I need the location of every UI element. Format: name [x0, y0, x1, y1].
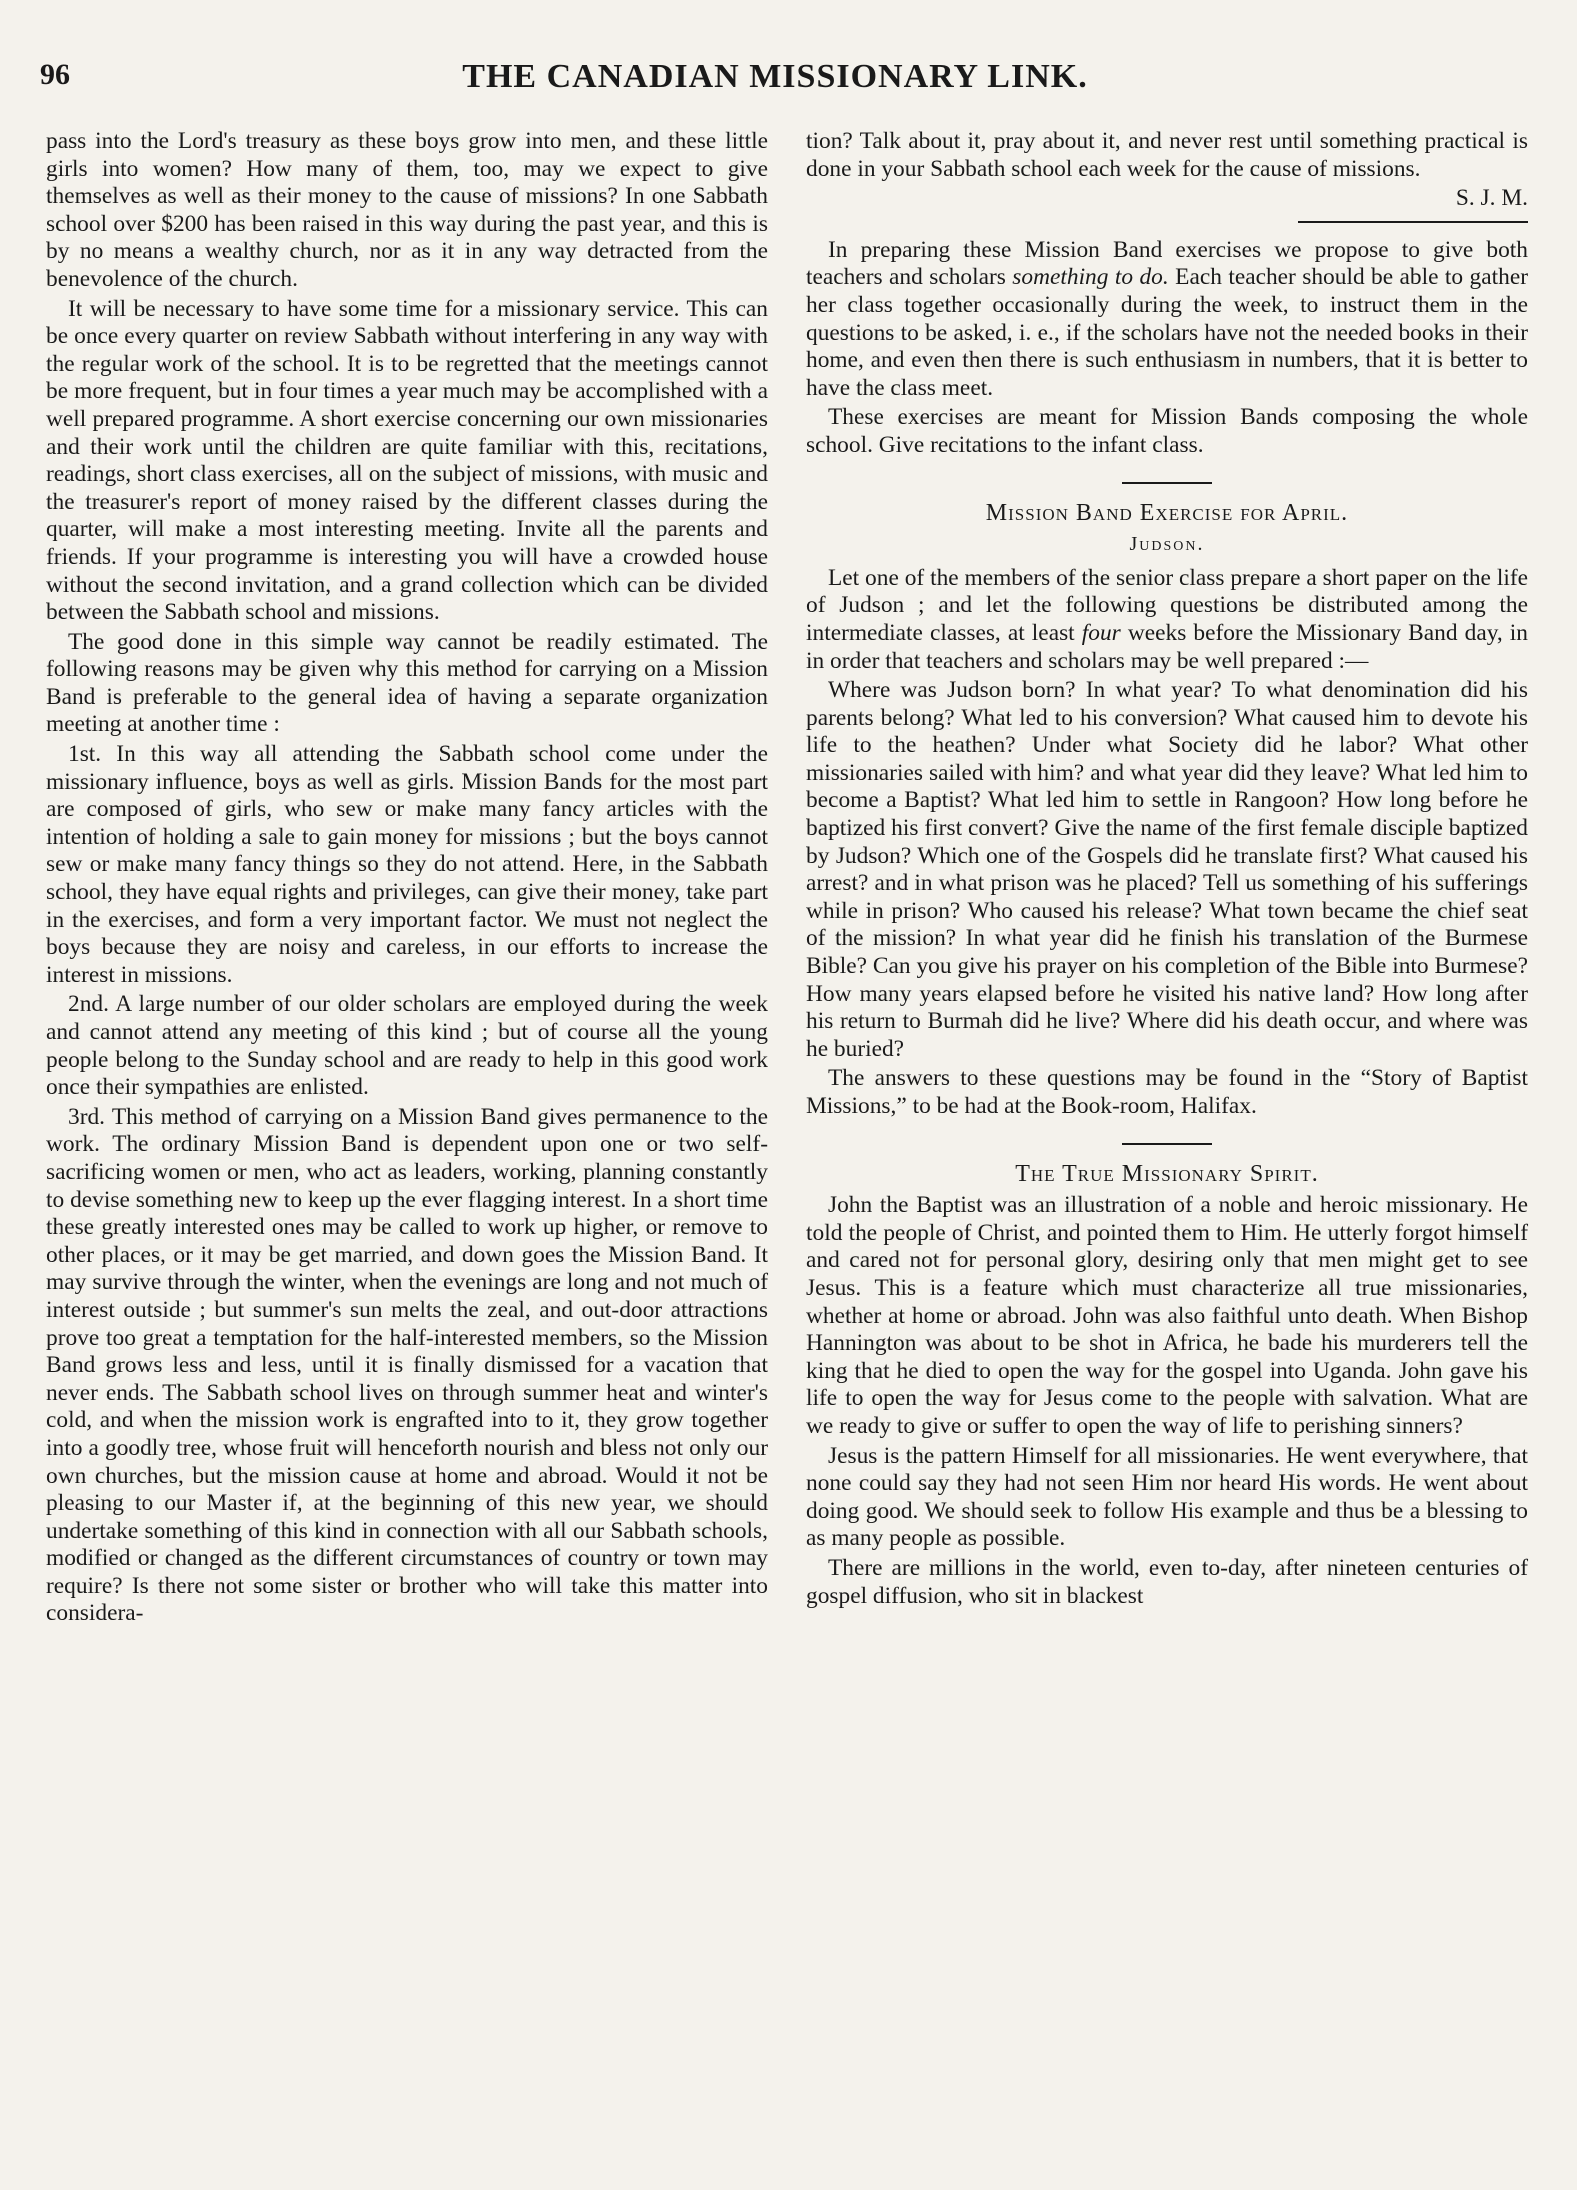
emphasis: four: [1081, 619, 1121, 646]
divider: [1298, 221, 1528, 223]
paragraph: 3rd. This method of carrying on a Mission Band gives permanence to the work. The ordinary Mission Band is dependent upon one or two self-sacrificing women or men, who act as leaders, working, planning constantly to devise something new to keep up the ever flagging interest. In a short time these greatly interested ones may be called to work up higher, or remove to other places, or it may be get married, and down goes the Mission Band. It may survive through the winter, when the evenings are long and not much of interest outside ; but summer's sun melts the zeal, and out-door attractions prove too great a temptation for the half-interested members, so the Mission Band grows less and less, until it is finally dismissed for a vacation that never ends. The Sabbath school lives on through summer heat and winter's cold, and when the mission work is engrafted into to it, they grow together into a goodly tree, whose fruit will henceforth nourish and bless not only our own churches, but the mission cause at home and abroad. Would it not be pleasing to our Master if, at the beginning of this new year, we should undertake something of this kind in connection with all our Sabbath schools, modified or changed as the different circumstances of country or town may require? Is there not some sister or brother who will take this matter into considera-: [46, 1103, 768, 1627]
journal-title: THE CANADIAN MISSIONARY LINK.: [462, 58, 1088, 95]
paragraph: It will be necessary to have some time for a missionary service. This can be once every quarter on review Sabbath without interfering in any way with the regular work of the school. It is to be regretted that the meetings cannot be more frequent, but in four times a year much may be accomplished with a well prepared programme. A short exercise concerning our own missionaries and their work until the children are quite familiar with this, recitations, readings, short class exercises, all on the subject of missions, with music and the treasurer's report of money raised by the different classes during the quarter, will make a most interesting meeting. Invite all the parents and friends. If your programme is interesting you will have a crowded house without the second invitation, and a grand collection which can be divided between the Sabbath school and missions.: [46, 295, 768, 626]
left-column: [46, 128, 768, 1630]
paragraph: Jesus is the pattern Himself for all missionaries. He went everywhere, that none could say they had not seen Him nor heard His words. He went about doing good. We should seek to follow His example and thus be a blessing to as many people as possible.: [806, 1442, 1528, 1552]
paragraph: 1st. In this way all attending the Sabbath school come under the missionary influence, boys as well as girls. Mission Bands for the most part are composed of girls, who sew or make many fancy articles with the intention of holding a sale to gain money for missions ; but the boys cannot sew or make many fancy things so they do not attend. Here, in the Sabbath school, they have equal rights and privileges, can give their money, take part in the exercises, and form a very important factor. We must not neglect the boys because they are noisy and careless, in our efforts to increase the interest in missions.: [46, 741, 768, 988]
section-subheading: Judson.: [1129, 533, 1205, 556]
divider: [1122, 1143, 1212, 1145]
right-column: [806, 128, 1528, 1612]
section-heading: The True Missionary Spirit.: [1015, 1160, 1319, 1187]
paragraph: The good done in this simple way cannot be readily estimated. The following reasons may be given why this method for carrying on a Mission Band is preferable to the general idea of having a separate organization meeting at another time :: [46, 628, 768, 738]
signature: S. J. M.: [1455, 185, 1528, 212]
paragraph: tion? Talk about it, pray about it, and never rest until something practical is done in your Sabbath school each week for the cause of missions.: [806, 128, 1528, 182]
paragraph: In preparing these Mission Band exercises we propose to give both teachers and scholars something to do. Each teacher should be able to gather her class together occasionally during the week, to instruct them in the questions to be asked, i. e., if the scholars have not the needed books in their home, and even then there is such enthusiasm in numbers, that it is better to have the class meet.: [806, 236, 1528, 401]
paragraph: Where was Judson born? In what year? To what denomination did his parents belong? What led to his conversion? What caused him to devote his life to the heathen? Under what Society did he labor? What other missionaries sailed with him? and what year did they leave? What led him to become a Baptist? What led him to settle in Rangoon? How long before he baptized his first convert? Give the name of the first female disciple baptized by Judson? Which one of the Gospels did he translate first? What caused his arrest? and in what prison was he placed? Tell us something of his sufferings while in prison? Who caused his release? What town became the chief seat of the mission? In what year did he finish his translation of the Burmese Bible? Can you give his prayer on his completion of the Bible into Burmese? How many years elapsed before he visited his native land? How long after his return to Burmah did he live? Where did his death occur, and where was he buried?: [806, 677, 1528, 1062]
paragraph: These exercises are meant for Mission Bands composing the whole school. Give recitations to the infant class.: [806, 404, 1528, 458]
paragraph: There are millions in the world, even to-day, after nineteen centuries of gospel diffusion, who sit in blackest: [806, 1554, 1528, 1609]
emphasis: something to do.: [1012, 264, 1169, 291]
paragraph: The answers to these questions may be found in the “Story of Baptist Missions,” to be had at the Book-room, Halifax.: [806, 1065, 1528, 1119]
paragraph: John the Baptist was an illustration of a noble and heroic missionary. He told the people of Christ, and pointed them to Him. He utterly forgot himself and cared not for personal glory, desiring only that men might get to see Jesus. This is a feature which must characterize all true missionaries, whether at home or abroad. John was also faithful unto death. When Bishop Hannington was about to be shot in Africa, he bade his murderers tell the king that he died to open the way for the gospel into Uganda. John gave his life to open the way for Jesus come to the people with salvation. What are we ready to give or suffer to open the way of life to perishing sinners?: [806, 1192, 1528, 1439]
page-number: 96: [40, 58, 70, 91]
section-heading: Mission Band Exercise for April.: [985, 499, 1349, 526]
divider: [1122, 482, 1212, 484]
paragraph: Let one of the members of the senior class prepare a short paper on the life of Judson ; and let the following questions be distributed among the intermediate classes, at least four weeks before the Missionary Band day, in in order that teachers and scholars may be well prepared :—: [806, 564, 1528, 674]
page-header: [40, 58, 1510, 104]
signature-line: [806, 185, 1528, 213]
paragraph: 2nd. A large number of our older scholars are employed during the week and cannot attend any meeting of this kind ; but of course all the young people belong to the Sunday school and are ready to help in this good work once their sympathies are enlisted.: [46, 991, 768, 1101]
paragraph: pass into the Lord's treasury as these boys grow into men, and these little girls into women? How many of them, too, may we expect to give themselves as well as their money to the cause of missions? In one Sabbath school over $200 has been raised in this way during the past year, and this is by no means a wealthy church, nor as it in any way detracted from the benevolence of the church.: [46, 128, 768, 292]
